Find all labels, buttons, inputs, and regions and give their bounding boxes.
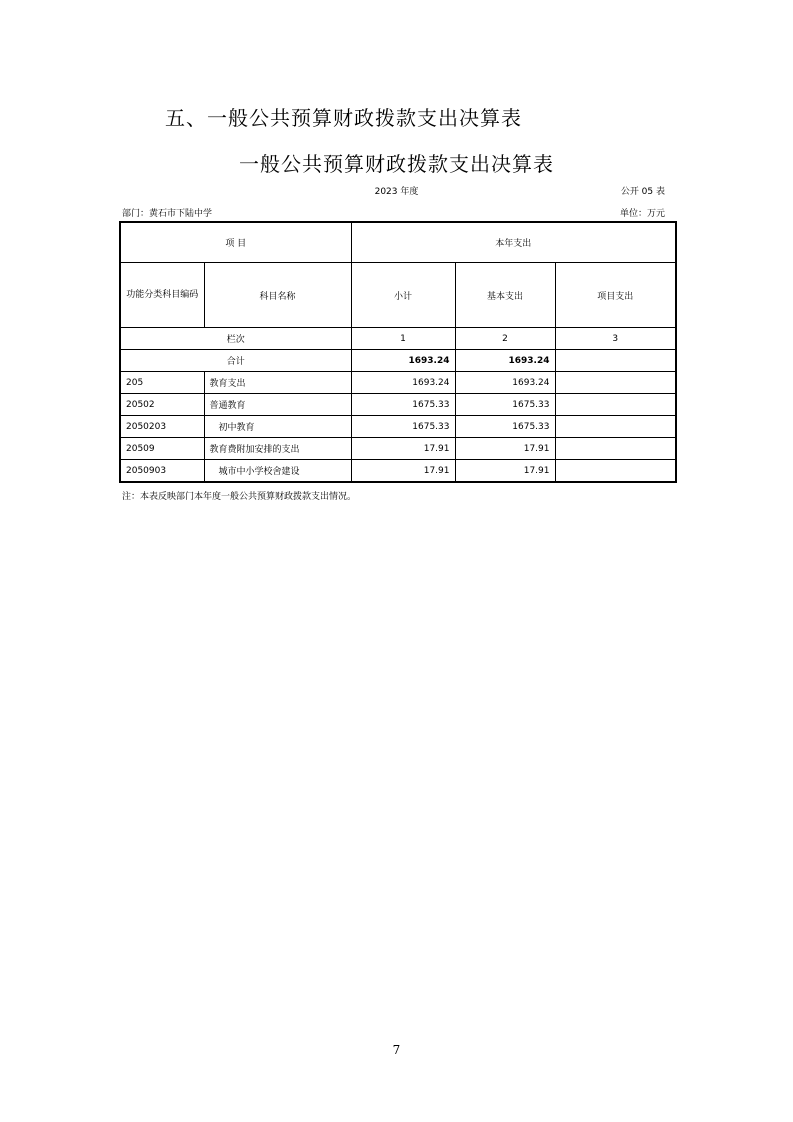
table-title: 一般公共预算财政拨款支出决算表	[239, 152, 554, 176]
form-number: 公开 05 表	[620, 187, 665, 197]
row-name: 普通教育	[204, 394, 351, 416]
header-subtotal: 小计	[351, 263, 455, 328]
department-label: 部门：黄石市下陆中学	[122, 209, 213, 219]
total-row	[120, 350, 676, 372]
total-subtotal: 1693.24	[351, 350, 455, 372]
table-row	[120, 460, 676, 483]
row-subtotal: 1675.33	[351, 416, 455, 438]
row-project	[555, 460, 676, 483]
table-row	[120, 372, 676, 394]
header-item: 项 目	[120, 222, 351, 263]
table-row	[120, 416, 676, 438]
row-project	[555, 438, 676, 460]
table-row	[120, 438, 676, 460]
section-heading: 五、一般公共预算财政拨款支出决算表	[165, 106, 522, 130]
row-basic: 17.91	[455, 438, 555, 460]
row-subtotal: 1693.24	[351, 372, 455, 394]
row-subtotal: 17.91	[351, 460, 455, 483]
header-basic-expense: 基本支出	[455, 263, 555, 328]
row-basic: 1675.33	[455, 394, 555, 416]
total-label: 合计	[120, 350, 351, 372]
header-column-order: 栏次	[120, 328, 351, 350]
total-basic: 1693.24	[455, 350, 555, 372]
header-subject-name: 科目名称	[204, 263, 351, 328]
header-function-code: 功能分类科目编码	[120, 263, 204, 328]
header-project-expense: 项目支出	[555, 263, 676, 328]
row-project	[555, 372, 676, 394]
row-code: 2050903	[120, 460, 204, 483]
row-project	[555, 416, 676, 438]
row-name: 初中教育	[204, 416, 351, 438]
header-current-year-expense: 本年支出	[351, 222, 676, 263]
row-name: 教育费附加安排的支出	[204, 438, 351, 460]
report-year: 2023 年度	[374, 187, 419, 197]
row-code: 20509	[120, 438, 204, 460]
row-basic: 1675.33	[455, 416, 555, 438]
header-col2: 2	[455, 328, 555, 350]
header-col3: 3	[555, 328, 676, 350]
row-code: 205	[120, 372, 204, 394]
row-subtotal: 17.91	[351, 438, 455, 460]
row-code: 2050203	[120, 416, 204, 438]
row-subtotal: 1675.33	[351, 394, 455, 416]
row-name: 城市中小学校舍建设	[204, 460, 351, 483]
table-row	[120, 394, 676, 416]
unit-label: 单位：万元	[619, 209, 665, 219]
row-name: 教育支出	[204, 372, 351, 394]
expense-table	[119, 221, 677, 483]
header-col1: 1	[351, 328, 455, 350]
total-project	[555, 350, 676, 372]
row-code: 20502	[120, 394, 204, 416]
page-number: 7	[392, 1043, 401, 1057]
table-note: 注：本表反映部门本年度一般公共预算财政拨款支出情况。	[122, 492, 357, 502]
row-basic: 17.91	[455, 460, 555, 483]
row-project	[555, 394, 676, 416]
row-basic: 1693.24	[455, 372, 555, 394]
